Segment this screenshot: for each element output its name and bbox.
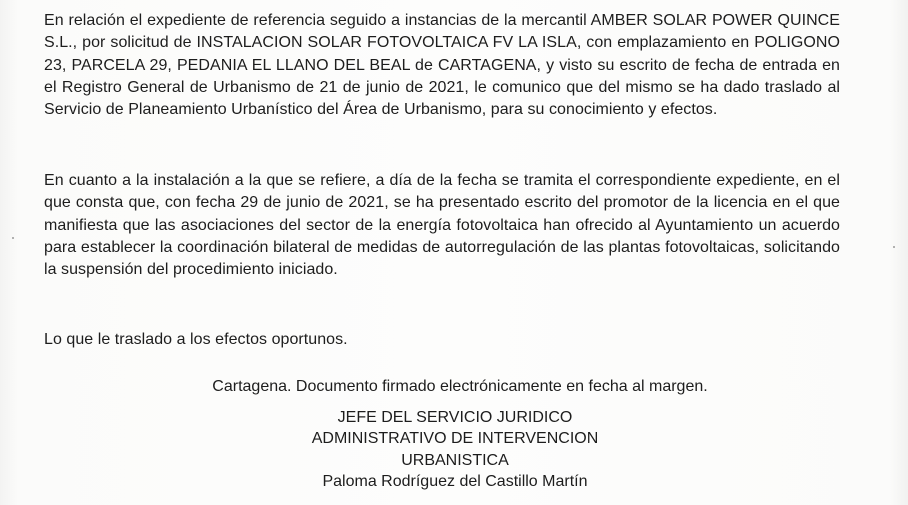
- scan-speck: [12, 237, 14, 239]
- scan-speck: [893, 246, 895, 248]
- body-paragraph-status: En cuanto a la instalación a la que se refiere, a día de la fecha se tramita el correspondiente expediente, en el que consta que, con fecha 29 de junio de 2021, se ha presentado escrito del promotor de la licencia en el que manifiesta que las asociaciones del sector de la energía fotovoltaica han ofrecido al Ayuntamiento un acuerdo para establecer la coordinación bilateral de medidas de autorregulación de las plantas fotovoltaicas, solicitando la suspensión del procedimiento iniciado.: [44, 172, 840, 279]
- signatory-title-line-2: ADMINISTRATIVO DE INTERVENCION: [311, 430, 599, 448]
- closing-line: Cartagena. Documento firmado electrónicamente en fecha al margen.: [212, 378, 708, 395]
- body-paragraph-reference: En relación el expediente de referencia seguido a instancias de la mercantil AMBER SOLAR POWER QUINCE S.L., por solicitud de INSTALACION SOLAR FOTOVOLTAICA FV LA ISLA, con emplazamiento en POLIGONO 23, PARCELA 29, PEDANIA EL LLANO DEL BEAL de CARTAGENA, y visto su escrito de fecha de entrada en el Registro General de Urbanismo de 21 de junio de 2021, le comunico que del mismo se ha dado traslado al Servicio de Planeamiento Urbanístico del Área de Urbanismo, para su conocimiento y efectos.: [44, 12, 840, 119]
- body-paragraph-transfer: Lo que le traslado a los efectos oportunos.: [44, 331, 348, 348]
- signatory-title-line-1: JEFE DEL SERVICIO JURIDICO: [337, 409, 573, 426]
- signatory-name: Paloma Rodríguez del Castillo Martín: [322, 473, 588, 491]
- signature-block: [0, 407, 908, 493]
- signatory-title-line-3: URBANISTICA: [401, 451, 509, 469]
